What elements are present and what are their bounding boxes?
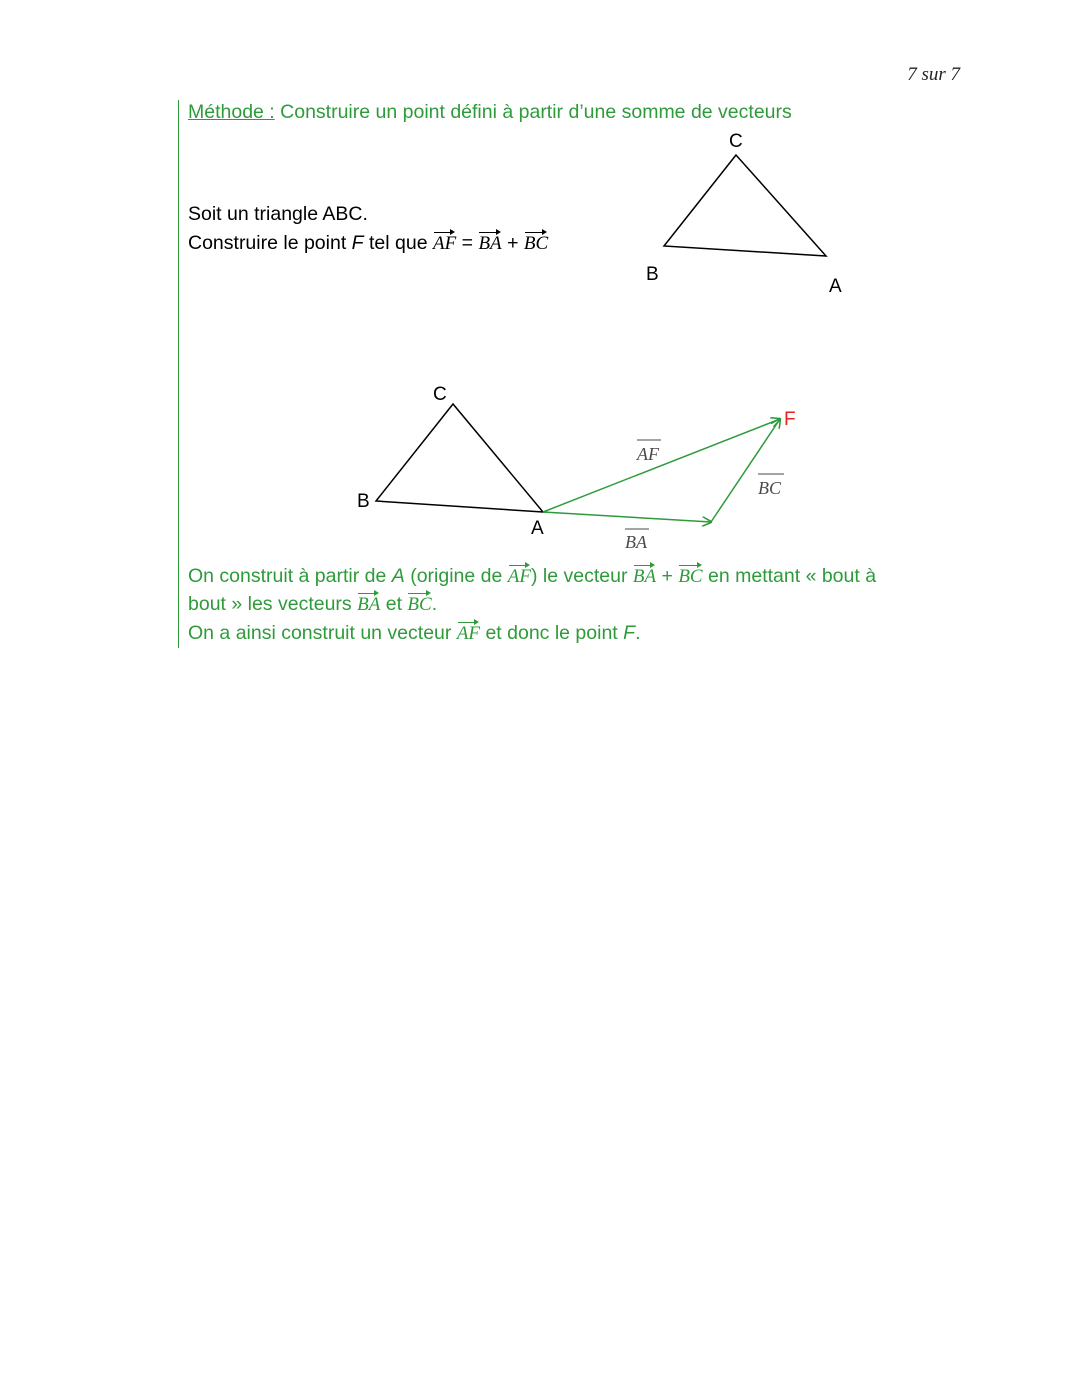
statement-point-f: F	[351, 232, 364, 254]
page-number: 7 sur 7	[907, 64, 960, 85]
expl-vector-af-3: AF	[456, 623, 481, 644]
expl-text-1a: On construit à partir de	[188, 565, 392, 587]
vector-ba-arrow	[543, 512, 711, 522]
fig2-label-a: A	[531, 518, 544, 539]
statement-text-a: Construire le point	[188, 232, 352, 254]
expl-text-3a: On a ainsi construit un vecteur	[188, 622, 457, 644]
explanation-line-2	[188, 592, 437, 616]
fig2-label-b: B	[357, 491, 370, 512]
fig2-label-vector-bc: BC	[758, 478, 782, 498]
expl-vector-ba-2: BA	[357, 594, 381, 615]
statement-text-c: tel que	[363, 232, 433, 254]
expl-point-f: F	[623, 622, 636, 644]
statement-vector-ba: BA	[478, 233, 502, 254]
expl-vector-bc-2: BC	[407, 594, 432, 615]
method-title-prefix: Méthode :	[188, 101, 275, 123]
expl-vector-bc-1: BC	[678, 566, 703, 587]
expl-text-2a: bout » les vecteurs	[188, 593, 358, 615]
statement-vector-af: AF	[432, 233, 457, 254]
fig1-label-b: B	[646, 264, 659, 285]
fig1-label-c: C	[729, 131, 743, 152]
method-title-text: Construire un point défini à partir d’une somme de vecteurs	[274, 101, 792, 123]
explanation-line-3	[188, 621, 640, 645]
fig2-label-c: C	[433, 384, 447, 405]
expl-text-2end: .	[431, 593, 438, 615]
expl-text-1e: en mettant « bout à	[702, 565, 877, 587]
expl-plus: +	[656, 565, 679, 587]
expl-vector-af-1: AF	[507, 566, 531, 587]
expl-text-2et: et	[380, 593, 408, 615]
expl-vector-ba-1: BA	[632, 566, 657, 587]
explanation-line-1	[188, 564, 876, 588]
fig2-label-f: F	[784, 409, 796, 430]
vector-bc-arrow	[711, 419, 780, 522]
fig2-label-vector-ba: BA	[625, 532, 647, 552]
expl-text-3b: et donc le point	[480, 622, 624, 644]
statement-line-1: Soit un triangle ABC.	[188, 203, 368, 225]
expl-text-3end: .	[635, 622, 641, 644]
statement-equals: =	[456, 232, 479, 254]
triangle-abc-construction	[376, 404, 543, 512]
fig2-label-vector-af: AF	[637, 444, 659, 464]
triangle-abc-small	[664, 155, 826, 256]
statement-plus: +	[501, 232, 524, 254]
vector-af-arrow	[543, 419, 780, 512]
statement-vector-bc: BC	[523, 233, 549, 254]
expl-point-a: A	[391, 565, 405, 587]
expl-text-1d: ) le vecteur	[530, 565, 633, 587]
fig1-label-a: A	[829, 276, 842, 297]
expl-text-1c: (origine de	[404, 565, 508, 587]
